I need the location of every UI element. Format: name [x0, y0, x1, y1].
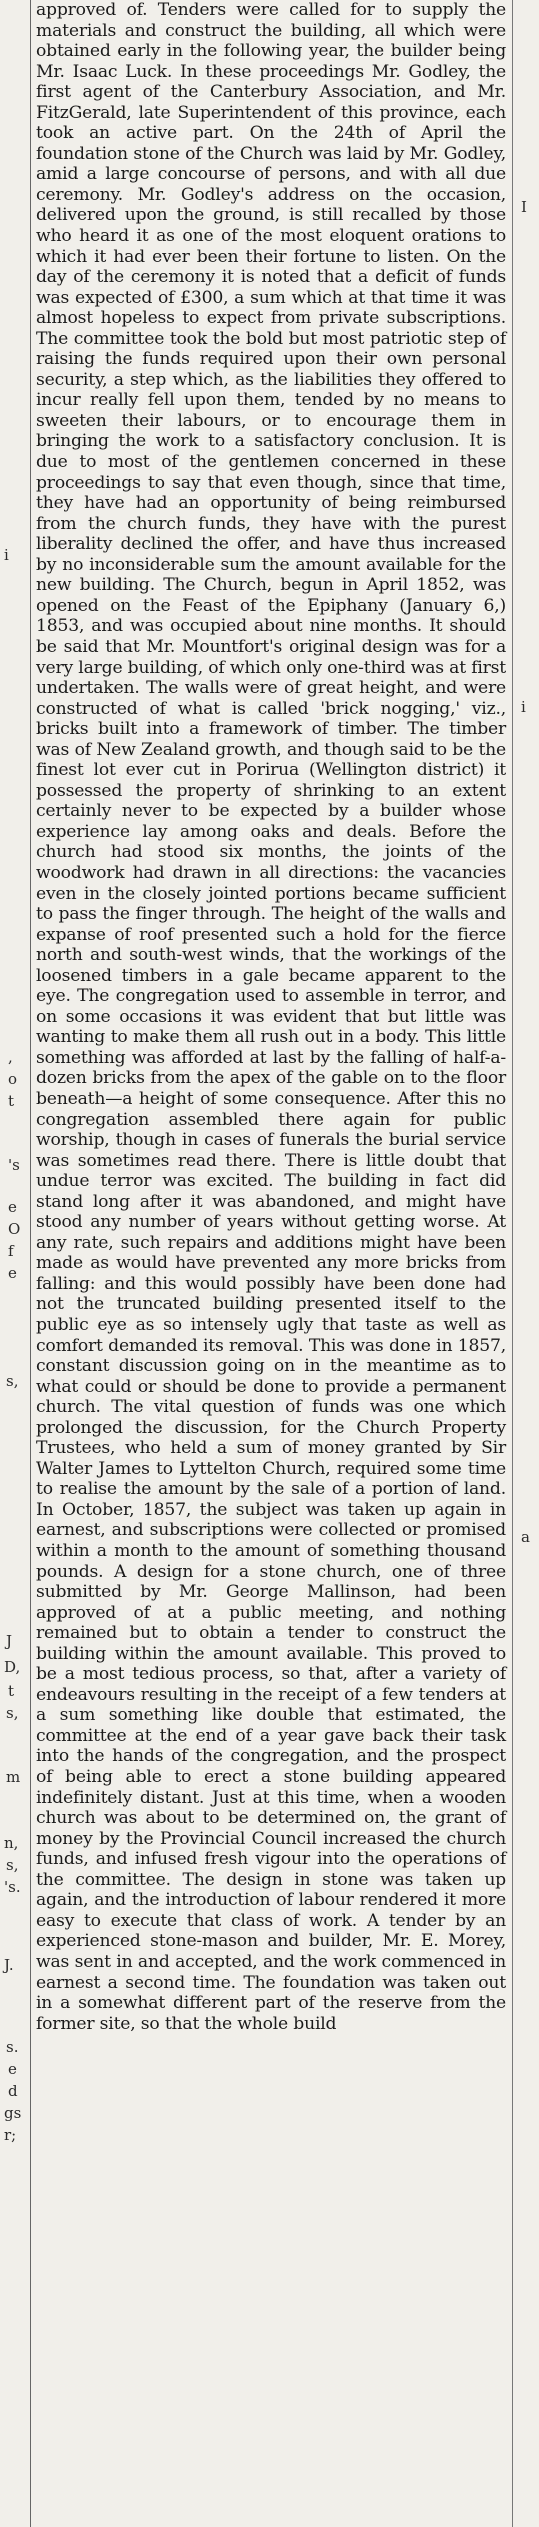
margin-fragment: s, [6, 1856, 19, 1874]
margin-fragment: J. [4, 1956, 14, 1974]
margin-fragment: 's. [4, 1878, 21, 1896]
left-column-edge [0, 0, 31, 2527]
margin-fragment: e [8, 1264, 17, 1282]
article-paragraph: approved of. Tenders were called for to supply the materials and construct the building, all which were obtained early in the following year, the builder being Mr. Isaac Luck. In these proceedings Mr. Godley, the first agent of the Canterbury Association, and Mr. FitzGerald, late Superintendent of this province, each took an active part. On the 24th of April the foundation stone of the Church was laid by Mr. Godley, amid a large concourse of persons, and with all due ceremony. Mr. Godley's address on the occasion, delivered upon the ground, is still recalled by those who heard it as one of the most eloquent orations to which it had ever been their fortune to listen. On the day of the ceremony it is noted that a deficit of funds was expected of £300, a sum which at that time it was almost hopeless to expect from private subscriptions. The committee took the bold but most patriotic step of raising the funds required upon their own personal security, a step which, as the liabilities they offered to incur really fell upon them, tended by no means to sweeten their labours, or to encourage them in bringing the work to a satisfactory conclusion. It is due to most of the gentlemen concerned in these proceedings to say that even though, since that time, they have had an opportunity of being reimbursed from the church funds, they have with the purest liberality declined the offer, and have thus increased by no inconsiderable sum the amount available for the new building. The Church, begun in April 1852, was opened on the Feast of the Epiphany (January 6,) 1853, and was occupied about nine months. It should be said that Mr. Mountfort's original design was for a very large building, of which only one-third was at first undertaken. The walls were of great height, and were constructed of what is called 'brick nogging,' viz., bricks built into a framework of timber. The timber was of New Zealand growth, and though said to be the finest lot ever cut in Porirua (Wellington district) it possessed the property of shrinking to an extent certainly never to be expected by a builder whose experience lay among oaks and deals. Before the church had stood six months, the joints of the woodwork had drawn in all directions: the vacancies even in the closely jointed portions became sufficient to pass the finger through. The height of the walls and expanse of roof presented such a hold for the fierce north and south-west winds, that the workings of the loosened timbers in a gale became apparent to the eye. The congregation used to assemble in terror, and on some occasions it was evident that but little was wanting to make them all rush out in a body. This little something was afforded at last by the falling of half-a-dozen bricks from the apex of the gable on to the floor beneath—a height of some consequence. After this no congregation assembled there again for public worship, though in cases of funerals the burial service was sometimes read there. There is little doubt that undue terror was excited. The building in fact did stand long after it was abandoned, and might have stood any number of years without getting worse. At any rate, such repairs and additions might have been made as would have prevented any more bricks from falling: and this would possibly have been done had not the truncated building presented itself to the public eye as so intensely ugly that taste as well as comfort demanded its removal. This was done in 1857, constant discussion going on in the meantime as to what could or should be done to provide a permanent church. The vital question of funds was one which prolonged the discussion, for the Church Property Trustees, who held a sum of money granted by Sir Walter James to Lyttelton Church, required some time to realise the amount by the sale of a portion of land. In October, 1857, the subject was taken up again in earnest, and subscriptions were collected or promised within a month to the amount of something thousand pounds. A design for a stone church, one of three submitted by Mr. George Mallinson, had been approved of at a public meeting, and nothing remained but to obtain a tender to construct the building within the amount available. This proved to be a most tedious process, so that, after a variety of endeavours resulting in the receipt of a few tenders at a sum something like double that estimated, the committee at the end of a year gave back their task into the hands of the congregation, and the prospect of being able to erect a stone building appeared indefinitely distant. Just at this time, when a wooden church was about to be determined on, the grant of money by the Provincial Council increased the church funds, and infused fresh vigour into the operations of the committee. The design in stone was taken up again, and the introduction of labour rendered it more easy to execute that class of work. A tender by an experienced stone-mason and builder, Mr. E. Morey, was sent in and accepted, and the work commenced in earnest a second time. The foundation was taken out in a somewhat different part of the reserve from the former site, so that the whole build [36, 0, 506, 2034]
margin-fragment: e [8, 1198, 17, 1216]
margin-fragment: m [6, 1768, 21, 1786]
margin-fragment: n, [4, 1834, 19, 1852]
margin-fragment: I [521, 198, 527, 216]
margin-fragment: 's [8, 1156, 20, 1174]
margin-fragment: O [8, 1220, 21, 1238]
margin-fragment: f [8, 1242, 14, 1260]
margin-fragment: a [521, 1528, 530, 1546]
margin-fragment: s. [6, 2038, 19, 2056]
margin-fragment: J [6, 1632, 13, 1650]
margin-fragment: s, [6, 1372, 19, 1390]
margin-fragment: d [8, 2082, 18, 2100]
margin-fragment: i [521, 698, 526, 716]
margin-fragment: t [8, 1092, 15, 1110]
margin-fragment: , [8, 1048, 13, 1066]
margin-fragment: o [8, 1070, 18, 1088]
margin-fragment: e [8, 2060, 17, 2078]
margin-fragment: s, [6, 1704, 19, 1722]
margin-fragment: gs [4, 2104, 22, 2122]
margin-fragment: r; [4, 2126, 17, 2144]
margin-fragment: t [8, 1682, 15, 1700]
margin-fragment: D, [4, 1658, 21, 1676]
right-column-edge [512, 0, 539, 2527]
margin-fragment: i [4, 546, 9, 564]
article-column [36, 0, 506, 2034]
